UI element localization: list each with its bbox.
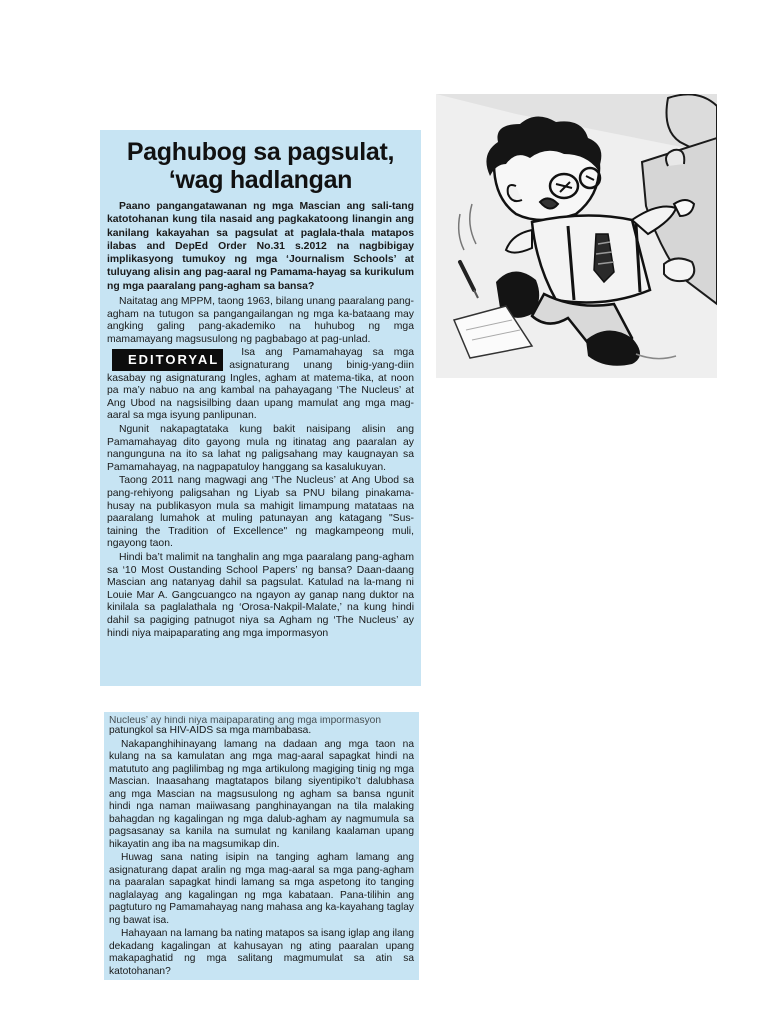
title-line-2: ‘wag hadlangan <box>168 166 353 194</box>
body-paragraph-text: Isa ang Pamamahayag sa mga asignaturang unang binig-yang-diin kasabay ng asignaturang Ingles, agham at matema-tika, at noon pa ma’y nabuo na ang kambal na pahayagang ‘The Nucleus’ at Ang Ubod na nagsisilbing daan upang mamulat ang mga mag-aaral sa mga isyung panlipunan. <box>107 347 414 422</box>
body-paragraph <box>107 347 414 423</box>
title-line-1: Paghubog sa pagsulat, <box>126 138 395 166</box>
body-paragraph: patungkol sa HIV-AIDS sa mga mambabasa. <box>109 725 312 736</box>
lead-paragraph: Paano pangangatawanan ng mga Mascian ang sali-tang katotohanan kung tila nasaid ang pagkakatoong linangin ang kanilang kakayahan sa pagsulat at paglala-thala matapos ilabas and DepEd Order No.31 s.2012 na nagbibigay implikasyong tumukoy ng mga ‘Journalism Schools’ at tuluyang alisin ang pag-aaral ng Pamama-hayag sa kurikulum ng mga paaralang pang-agham sa bansa? <box>107 201 414 292</box>
body-paragraph: Ngunit nakapagtataka kung bakit naisipang alisin ang Pamamahayag dito gayong mula ng itinatag ang paaralan ay nangunguna na ito sa lahat ng paligsahang may kaugnayan sa Pamamahayag, na nagpapatuloy hanggang sa kasalukuyan. <box>107 424 414 473</box>
body-paragraph: Hahayaan na lamang ba nating matapos sa isang iglap ang ilang dekadang kagalingan at kahusayan ng ating paaralan upang makapaghatid ng mga salitang magmumulat sa atin sa katotohanan? <box>109 928 414 977</box>
article-title <box>107 138 414 194</box>
body-paragraph: Nakapanghihinayang lamang na dadaan ang mga taon na kulang na sa kamulatan ang mga mag-aaral sapagkat hindi na matututo ang paglilimbag ng mga artikulong magiging tinig ng mga Mascian. Inaasahang magtatapos bilang siyentipiko’t dalubhasa ang mga Mascian na magsusulong ng agham sa bansa ngunit hindi nga naman maiiwasang panghinayangan na tila malaking bahagdan ng kagalingan ng mga dalub-agham ay nagmumula sa pagsasanay sa kanila na sumulat ng kanilang kaalaman upang hikayatin ang iba na magsumikap din. <box>109 738 414 850</box>
section-label-badge: EDITORYAL <box>112 349 223 371</box>
editorial-cartoon-icon <box>436 94 717 378</box>
continuation-fragment: Nucleus’ ay hindi niya maipaparating ang mga impormasyon <box>109 716 381 725</box>
body-paragraph: Naitatag ang MPPM, taong 1963, bilang unang paaralang pang-agham na tutugon sa pangangailangan ng mga ka-bataang may angking galing pang-akademiko na huhubog ng mga mamamayang magsusulong ng pagbabago at pag-unlad. <box>107 296 414 345</box>
editorial-column-top <box>100 130 421 686</box>
section-badge-wrap <box>100 349 223 371</box>
body-paragraph: Huwag sana nating isipin na tanging agham lamang ang asignaturang dapat aralin ng mga mag-aaral sa mga pang-agham na paaralan sapagkat hindi lamang sa mga aspetong ito tanging naglalayag ang kagalingan ng mga kabataan. Pana-tilihin ang pagtuturo ng Pamamahayag nang mahasa ang ka-kayahang taglay ng bawat isa. <box>109 852 414 926</box>
cartoon-drawing <box>436 94 717 378</box>
body-paragraph: Taong 2011 nang magwagi ang ‘The Nucleus’ at Ang Ubod sa pang-rehiyong paligsahan ng Liyab sa PNU bilang pinakama-husay na publikasyon mula sa mahigit limampung matataas na paaralang lumahok at muling patunayan ang katagang "Sus-taining the Tradition of Excellence" ng magkampeong muli, ngayong taon. <box>107 475 414 550</box>
editorial-column-bottom <box>104 712 419 980</box>
body-paragraph: Hindi ba’t malimit na tanghalin ang mga paaralang pang-agham sa ‘10 Most Oustanding School Papers’ ng bansa? Daan-daang Mascian ang natanyag dahil sa pagsulat. Katulad na la-mang ni Louie Mar A. Gangcuangco na ngayon ay ganap nang duktor na kinilala sa paglalathala ng ‘Orosa-Nakpil-Malate,’ na kung hindi dahil sa pagiging patnugot niya sa Agham ng ‘The Nucleus’ ay hindi niya maipaparating ang mga impormasyon <box>107 551 414 639</box>
